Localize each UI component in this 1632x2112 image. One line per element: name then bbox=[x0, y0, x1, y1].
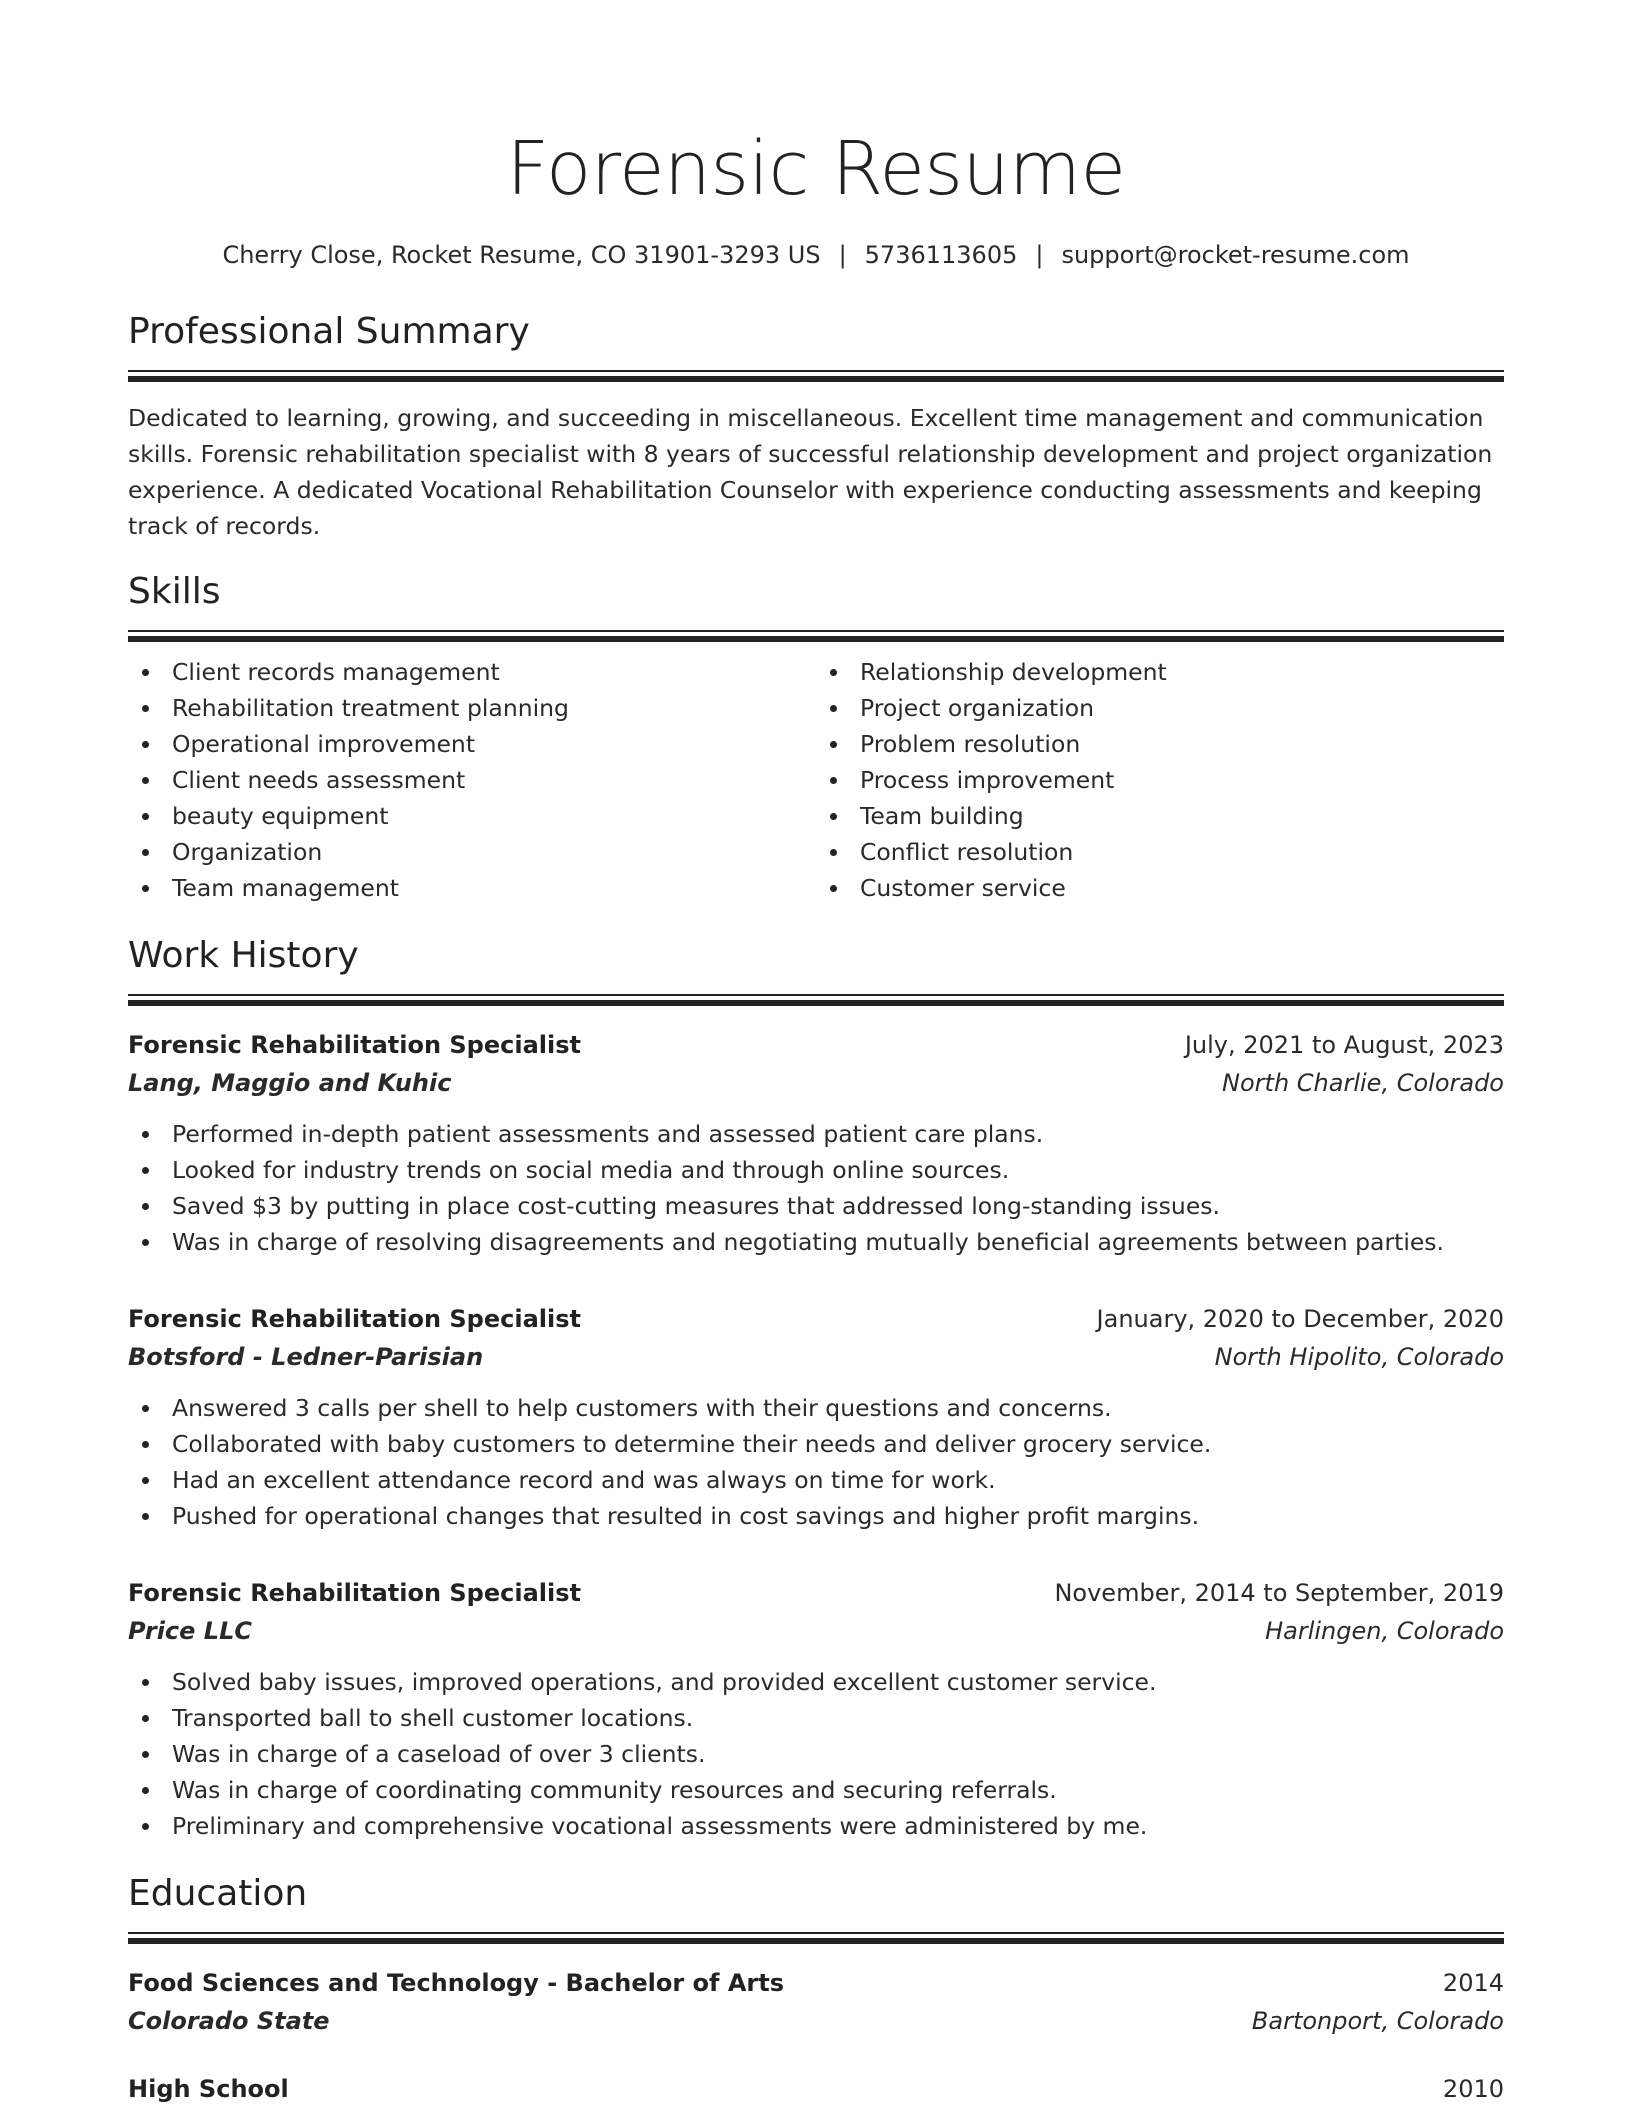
job-company: Botsford - Ledner-Parisian bbox=[128, 1343, 484, 1371]
section-title-education: Education bbox=[128, 1873, 308, 1914]
job-location: North Hipolito, Colorado bbox=[1214, 1343, 1504, 1371]
job-dates: November, 2014 to September, 2019 bbox=[1054, 1579, 1504, 1607]
job-bullet: Was in charge of a caseload of over 3 clients. bbox=[128, 1736, 1504, 1772]
skill-item: Client records management bbox=[128, 654, 816, 690]
skill-item: Team management bbox=[128, 870, 816, 906]
skill-item: Customer service bbox=[816, 870, 1504, 906]
job-bullet: Answered 3 calls per shell to help customers with their questions and concerns. bbox=[128, 1390, 1504, 1426]
section-rule bbox=[128, 994, 1504, 1004]
job-bullet: Was in charge of coordinating community resources and securing referrals. bbox=[128, 1772, 1504, 1808]
summary-section bbox=[128, 308, 1504, 544]
skills-column-right bbox=[816, 654, 1504, 906]
job-company: Lang, Maggio and Kuhic bbox=[128, 1069, 452, 1097]
job-bullet: Had an excellent attendance record and was always on time for work. bbox=[128, 1462, 1504, 1498]
skills-section bbox=[128, 568, 1504, 906]
education-section bbox=[128, 1870, 1504, 2108]
job-entry bbox=[128, 1026, 1504, 1260]
job-title: Forensic Rehabilitation Specialist bbox=[128, 1031, 581, 1059]
section-title-summary: Professional Summary bbox=[128, 311, 530, 352]
job-company: Price LLC bbox=[128, 1617, 252, 1645]
education-degree: High School bbox=[128, 2075, 289, 2103]
skill-item: Process improvement bbox=[816, 762, 1504, 798]
job-dates: January, 2020 to December, 2020 bbox=[1096, 1305, 1504, 1333]
job-bullet: Saved $3 by putting in place cost-cutting measures that addressed long-standing issues. bbox=[128, 1188, 1504, 1224]
job-bullet: Transported ball to shell customer locations. bbox=[128, 1700, 1504, 1736]
job-location: Harlingen, Colorado bbox=[1265, 1617, 1504, 1645]
contact-separator: | bbox=[1035, 241, 1044, 269]
skills-column-left bbox=[128, 654, 816, 906]
job-bullet: Preliminary and comprehensive vocational assessments were administered by me. bbox=[128, 1808, 1504, 1844]
contact-phone: 5736113605 bbox=[864, 241, 1018, 269]
work-history-section bbox=[128, 932, 1504, 1844]
section-title-work-history: Work History bbox=[128, 935, 359, 976]
skill-item: Operational improvement bbox=[128, 726, 816, 762]
education-degree: Food Sciences and Technology - Bachelor of Arts bbox=[128, 1969, 784, 1997]
job-entry bbox=[128, 1574, 1504, 1844]
job-entry bbox=[128, 1300, 1504, 1534]
skill-item: Team building bbox=[816, 798, 1504, 834]
job-dates: July, 2021 to August, 2023 bbox=[1184, 1031, 1504, 1059]
education-school: Colorado State bbox=[128, 2007, 330, 2035]
skill-item: Organization bbox=[128, 834, 816, 870]
skills-grid bbox=[128, 654, 1504, 906]
contact-line bbox=[128, 238, 1504, 272]
summary-text: Dedicated to learning, growing, and succeeding in miscellaneous. Excellent time management and communication skills. Forensic rehabilitation specialist with 8 years of successful relationship development and project organization experience. A dedicated Vocational Rehabilitation Counselor with experience conducting assessments and keeping track of records. bbox=[128, 404, 1493, 540]
contact-separator: | bbox=[838, 241, 847, 269]
resume-name: Forensic Resume bbox=[506, 126, 1126, 212]
section-rule bbox=[128, 630, 1504, 640]
job-location: North Charlie, Colorado bbox=[1222, 1069, 1504, 1097]
contact-email: support@rocket-resume.com bbox=[1061, 241, 1410, 269]
job-bullet: Performed in-depth patient assessments and assessed patient care plans. bbox=[128, 1116, 1504, 1152]
contact-address: Cherry Close, Rocket Resume, CO 31901-3293 US bbox=[222, 241, 821, 269]
job-bullet: Pushed for operational changes that resulted in cost savings and higher profit margins. bbox=[128, 1498, 1504, 1534]
job-title: Forensic Rehabilitation Specialist bbox=[128, 1579, 581, 1607]
skill-item: Conflict resolution bbox=[816, 834, 1504, 870]
education-year: 2014 bbox=[1442, 1969, 1504, 1997]
job-bullet: Solved baby issues, improved operations, and provided excellent customer service. bbox=[128, 1664, 1504, 1700]
section-title-skills: Skills bbox=[128, 571, 221, 612]
section-rule bbox=[128, 1932, 1504, 1942]
skill-item: Rehabilitation treatment planning bbox=[128, 690, 816, 726]
education-year: 2010 bbox=[1442, 2075, 1504, 2103]
skill-item: Problem resolution bbox=[816, 726, 1504, 762]
job-bullet: Looked for industry trends on social media and through online sources. bbox=[128, 1152, 1504, 1188]
education-entry bbox=[128, 2070, 1504, 2108]
skill-item: Relationship development bbox=[816, 654, 1504, 690]
job-bullet: Was in charge of resolving disagreements and negotiating mutually beneficial agreements between parties. bbox=[128, 1224, 1504, 1260]
job-title: Forensic Rehabilitation Specialist bbox=[128, 1305, 581, 1333]
section-rule bbox=[128, 370, 1504, 380]
education-entry bbox=[128, 1964, 1504, 2040]
skill-item: beauty equipment bbox=[128, 798, 816, 834]
skill-item: Client needs assessment bbox=[128, 762, 816, 798]
skill-item: Project organization bbox=[816, 690, 1504, 726]
education-location: Bartonport, Colorado bbox=[1251, 2007, 1504, 2035]
job-bullet: Collaborated with baby customers to determine their needs and deliver grocery service. bbox=[128, 1426, 1504, 1462]
